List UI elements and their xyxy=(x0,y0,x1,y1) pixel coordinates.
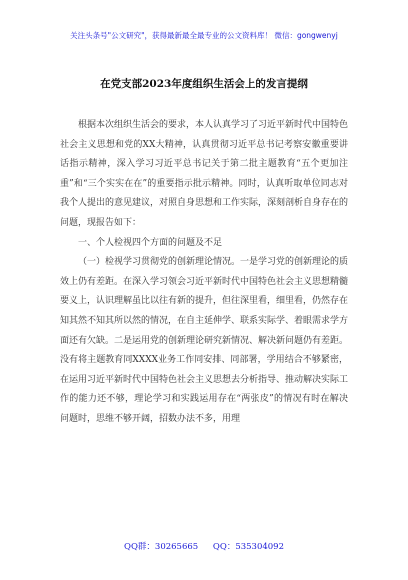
document-title: 在党支部2023年度组织生活会上的发言提纲 xyxy=(100,78,308,90)
intro-paragraph: 根据本次组织生活会的要求，本人认真学习了习近平新时代中国特色社会主义思想和党的XX大精神，认真贯彻习近平总书记考察安徽重要讲话指示精神，深入学习习近平总书记关于第二批主题教育“五个更加注重”和“三个实实在在”的重要指示批示精神。同时，认真听取单位同志对我个人提出的意见建议，对照自身思想和工作实际，深刻剖析自身存在的问题，现报告如下： xyxy=(60,120,349,228)
section-heading: 一、个人检视四个方面的问题及不足 xyxy=(78,237,223,248)
document-body xyxy=(60,116,348,430)
footer-qq: QQ：535304092 xyxy=(212,542,284,552)
footer-qq-group: QQ群：30265665 xyxy=(123,542,199,552)
body-paragraph: （一）检视学习贯彻党的创新理论情况。一是学习党的创新理论的质效上仍有差距。在深入学习领会习近平新时代中国特色社会主义思想精髓要义上，认识理解虽比以往有新的提升，但往深里看，细里看，仍然存在知其然不知其所以然的情况，在自主延伸学、联系实际学、着眼需求学方面还有欠缺。二是运用党的创新理论研究新情况、解决新问题仍有差距。没有将主题教育同XXXX业务工作同安排、同部署，学用结合不够紧密，在运用习近平新时代中国特色社会主义思想去分析指导、推动解决实际工作的能力还不够，理论学习和实践运用存在“两张皮”的情况有时在解决问题时，思维不够开阔，招数办法不多，用理 xyxy=(60,257,349,424)
header-note: 关注头条号"公文研究"，获得最新最全最专业的公文资料库！ 微信：gongwenyj xyxy=(70,31,338,40)
footer-contact xyxy=(0,540,408,552)
